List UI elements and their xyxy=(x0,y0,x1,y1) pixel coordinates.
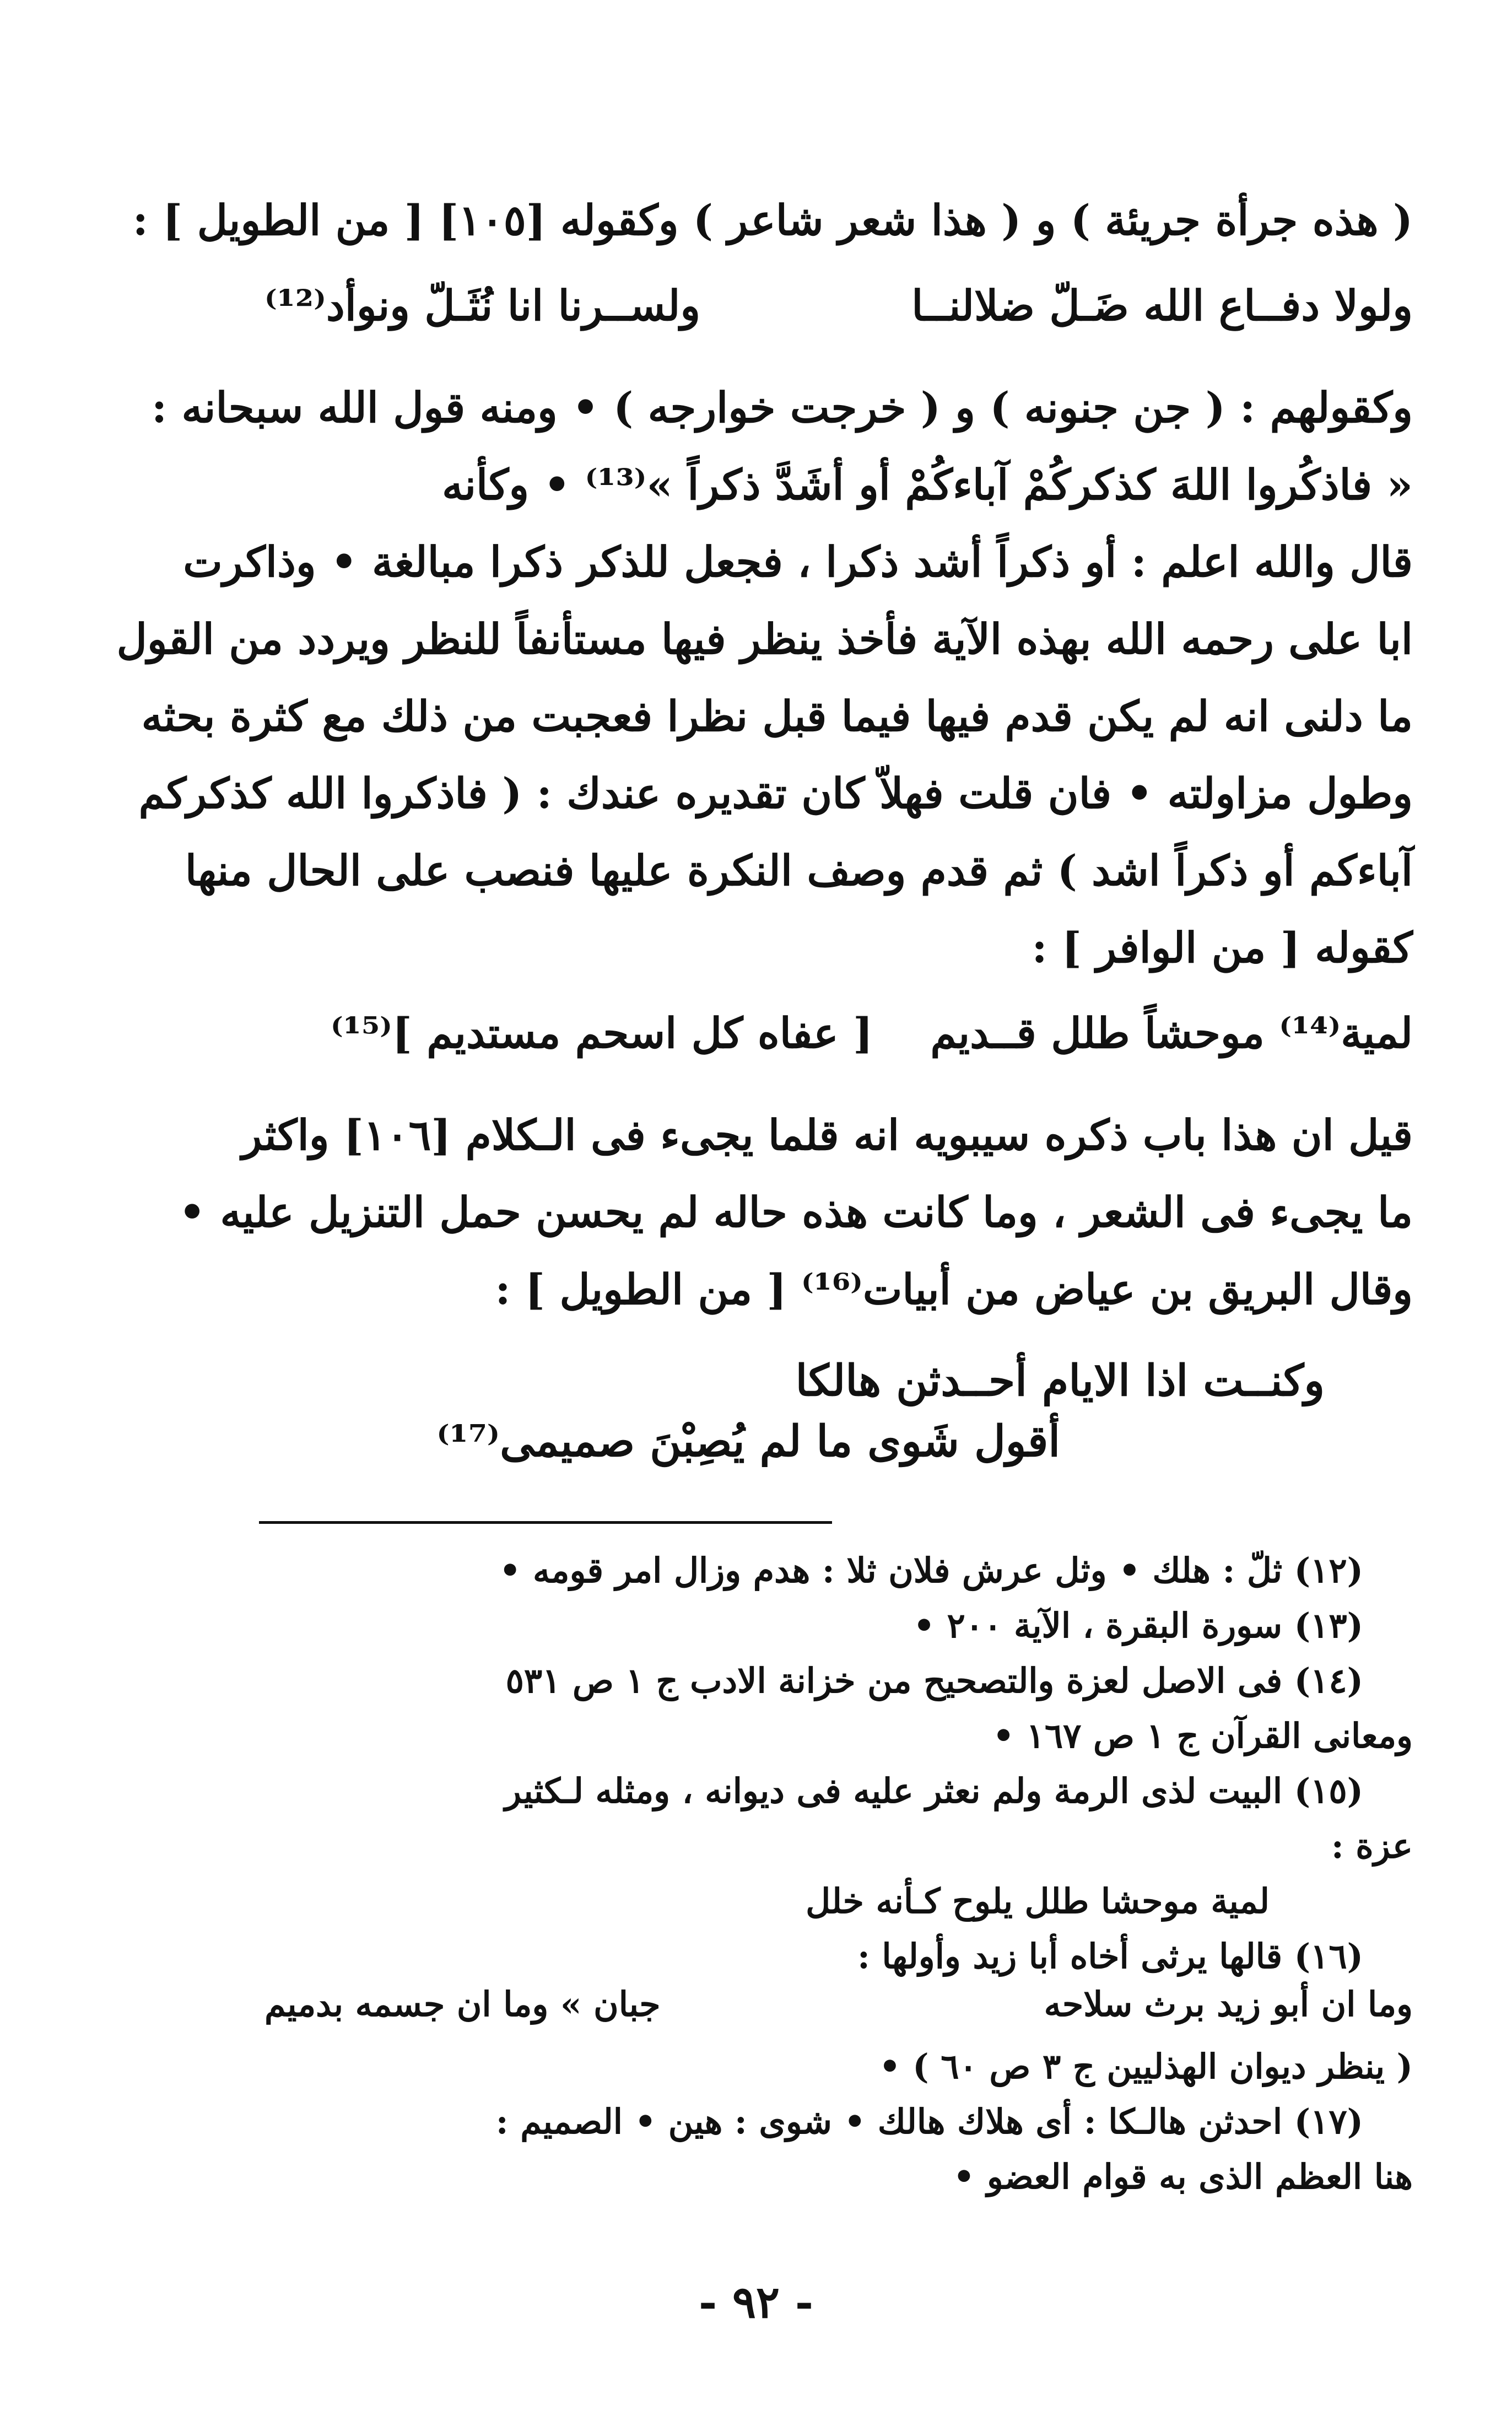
footnote-16-verse-left: جبان » وما ان جسمه بدميم xyxy=(264,1984,661,2024)
verse-hemistich-right: ولولا دفــاع الله ضَـلّ ضلالنــا xyxy=(911,281,1413,330)
footnote-16-verse-right: وما ان أبو زيد برث سلاحه xyxy=(1044,1984,1413,2024)
footnote-separator xyxy=(259,1521,832,1524)
text-line: وطول مزاولته • فان قلت فهلاّ كان تقديره عندك : ( فاذكروا الله كذكركم xyxy=(138,769,1413,818)
text-line: ما يجىء فى الشعر ، وما كانت هذه حاله لم يحسن حمل التنزيل عليه • xyxy=(179,1188,1413,1237)
main-text xyxy=(116,182,1413,1494)
text-line: ابا على رحمه الله بهذه الآية فأخذ ينظر فيها مستأنفاً للنظر ويردد من القول xyxy=(116,615,1413,664)
text-line: آباءكم أو ذكراً اشد ) ثم قدم وصف النكرة عليها فنصب على الحال منها xyxy=(185,846,1413,895)
footnote-15-continued: عزة : xyxy=(1331,1826,1413,1866)
text-line: وكقولهم : ( جن جنونه ) و ( خرجت خوارجه ) • ومنه قول الله سبحانه : xyxy=(152,383,1413,432)
footnote-17: (١٧) احدثن هالـكا : أى هلاك هالك • شوى : هين • الصميم : xyxy=(495,2101,1363,2142)
text-line: قال والله اعلم : أو ذكراً أشد ذكرا ، فجعل للذكر ذكرا مبالغة • وذاكرت xyxy=(183,537,1413,586)
text-line: « فاذكُروا اللهَ كذكركُمْ آباءكُمْ أو أشَدَّ ذكراً »⁽¹³⁾ • وكأنه xyxy=(442,460,1413,509)
footnote-12: (١٢) ثلّ : هلك • وثل عرش فلان ثلا : هدم وزال امر قومه • xyxy=(499,1550,1363,1591)
page-number: - ٩٢ - xyxy=(698,2276,814,2328)
footnote-15-verse: لمية موحشا طلل يلوح كـأنه خلل xyxy=(806,1881,1270,1921)
footnote-16-continued: ( ينظر ديوان الهذليين ج ٣ ص ٦٠ ) • xyxy=(879,2046,1413,2087)
text-line: قيل ان هذا باب ذكره سيبويه انه قلما يجىء فى الـكلام [١٠٦] واكثر xyxy=(241,1111,1413,1160)
footnote-16-verse xyxy=(264,1984,1413,2039)
footnote-15: (١٥) البيت لذى الرمة ولم نعثر عليه فى ديوانه ، ومثله لـكثير xyxy=(504,1771,1363,1811)
verse-hemistich-left: [ عفاه كل اسحم مستديم ]⁽¹⁵⁾ xyxy=(331,1009,873,1058)
footnote-14-continued: ومعانى القرآن ج ١ ص ١٦٧ • xyxy=(992,1716,1413,1756)
text-line: ( هذه جرأة جريئة ) و ( هذا شعر شاعر ) وكقوله [١٠٥] [ من الطويل ] : xyxy=(132,196,1413,245)
footnote-17-continued: هنا العظم الذى به قوام العضو • xyxy=(953,2157,1413,2197)
text-line: كقوله [ من الوافر ] : xyxy=(1032,923,1413,972)
text-line: وقال البريق بن عياض من أبيات⁽¹⁶⁾ [ من الطويل ] : xyxy=(495,1265,1413,1314)
verse-2 xyxy=(264,987,1413,1097)
poem-line-1: وكنــت اذا الايام أحــدثن هالكا xyxy=(795,1356,1325,1406)
verse-hemistich-right: لمية⁽¹⁴⁾ موحشاً طلل قــديم xyxy=(930,1009,1413,1058)
poem-block xyxy=(264,1328,1413,1494)
poem-line-2: أقول شَوى ما لم يُصِبْنَ صميمى⁽¹⁷⁾ xyxy=(436,1416,1060,1467)
verse-1 xyxy=(264,259,1413,369)
verse-hemistich-left: ولســرنا انا نُثَـلّ ونوأد⁽¹²⁾ xyxy=(264,281,701,330)
footnotes xyxy=(264,1543,1413,2204)
footnote-13: (١٣) سورة البقرة ، الآية ٢٠٠ • xyxy=(913,1605,1363,1646)
text-line: ما دلنى انه لم يكن قدم فيها فيما قبل نظرا فعجبت من ذلك مع كثرة بحثه xyxy=(141,692,1413,741)
footnote-14: (١٤) فى الاصل لعزة والتصحيح من خزانة الادب ج ١ ص ٥٣١ xyxy=(505,1661,1363,1701)
footnote-16: (١٦) قالها يرثى أخاه أبا زيد وأولها : xyxy=(857,1936,1363,1976)
